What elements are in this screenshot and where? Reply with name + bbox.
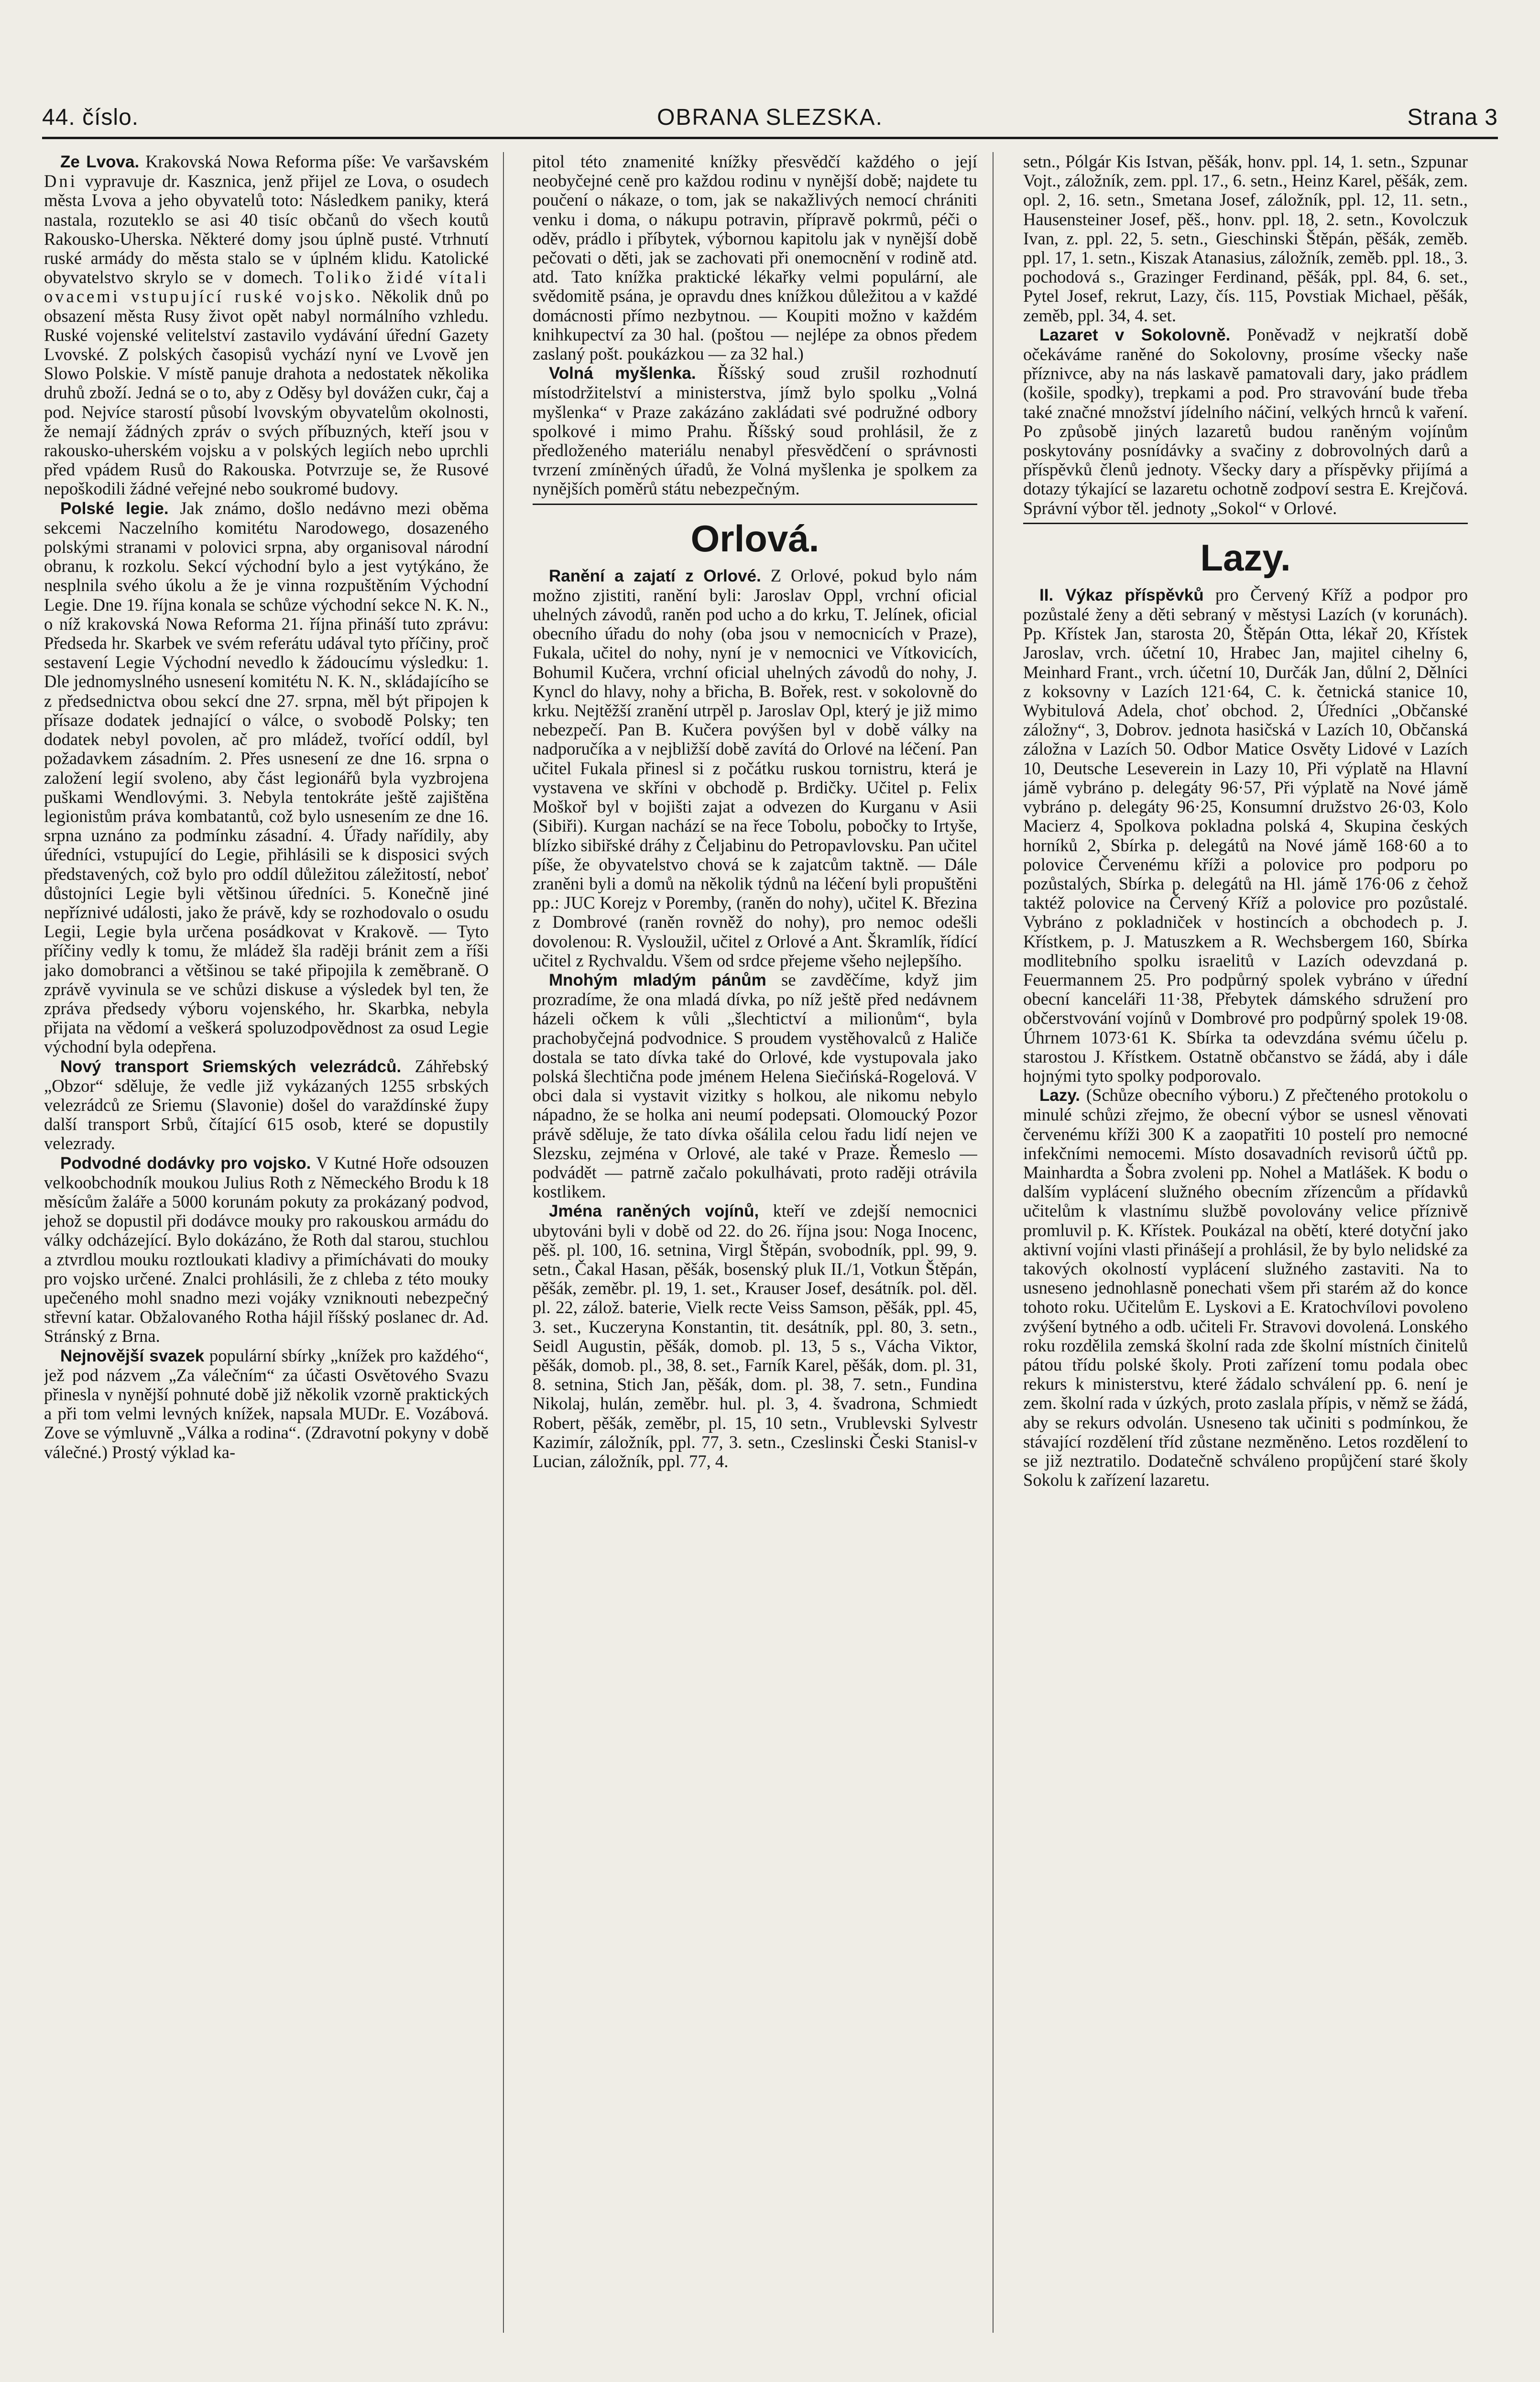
article-text: Záhřebský „Obzor“ sděluje, že vedle již vykázaných 1255 srbských velezrádců ze Sriemu (Slavonie) došel do varaždínské župy další transport Srbů, čítající 615 osob, které se dopustily velezrady. — [44, 1056, 489, 1153]
article-text: (Schůze obecního výboru.) Z přečteného protokolu o minulé schůzi zřejmo, že obecní výbor se usnesl věnovati červenému kříži 300 K a zaopatřiti 10 postelí pro nemocné infekčními nemocemi. Místo dosavadních revisorů účtů pp. Mainhardta a Šobra zvoleni pp. Nohel a Matlášek. K bodu o dalším vyplácení služného obecním zřízencům a přídavků učitelům k vlastnímu službě povolovány velice příznivě promluvil p. K. Křístek. Poukázal na obětí, které dotyční jako aktivní vojíni vlasti přinášejí a prohlásil, že by bylo nelidské za takových okolností vyplácení služného zastaviti. Na to usneseno jednohlasně ponechati všem při starém až do konce tohoto roku. Učitelům E. Lyskovi a E. Kratochvílovi povoleno zvýšení bytného a odb. učiteli Fr. Stravovi dovolená. Lonského roku rozdělila zemská školní rada zde školní místních činitelů pátou třídu polské školy. Proti zařízení tomu podala obec rekurs k ministerstvu, které žádalo schválení pp. 6. není je zem. školní rada v úzkých, proto zaslala přípis, v němž se žádá, aby se rekurs odvolán. Usneseno tak učiniti s podmínkou, že stávající rozdělení tříd zůstane nezměněno. Letos rozdělení to se již neztratilo. Dodatečně schváleno propůjčení staré školy Sokolu k zařízení lazaretu. — [1023, 1085, 1468, 1490]
article-lazaret — [1023, 325, 1468, 518]
article-heading: Lazaret v Sokolovně. — [1039, 325, 1231, 344]
article-contributions — [1023, 585, 1468, 1086]
article-wounded — [533, 566, 977, 970]
issue-number: 44. číslo. — [42, 105, 139, 130]
article-council — [1023, 1086, 1468, 1490]
article-text: V Kutné Hoře odsouzen velkoobchodník moukou Julius Roth z Německého Brodu k 18 měsícům žaláře a 5000 korunám pokuty za prokázaný podvod, jehož se dopustil při dodávce mouky pro rakouskou armádu do války odcházející. Bylo dokázáno, že Roth dal starou, stuchlou a ztvrdlou mouku roztloukati kladivy a přimíchávati do mouky pro vojsko určené. Znalci prohlásili, že z chleba z této mouky upečeného mohl snadno mezi vojáky vzniknouti nebezpečný střevní katar. Obžalovaného Rotha hájil říšský poslanec dr. Ad. Stránský z Brna. — [44, 1153, 489, 1346]
article-text: populární sbírky „knížek pro každého“, jež pod názvem „Za válečním“ za účasti Osvětového Svazu přinesla v nynější pohnuté době již několik vzorně praktických a při tom velmi levných knížek, napsala MUDr. E. Vozábová. Zove se výmluvně „Válka a rodina“. (Zdravotní pokyny v době válečné.) Prostý výklad ka- — [44, 1345, 489, 1462]
page-number: Strana 3 — [1407, 105, 1498, 130]
page-header — [42, 104, 1498, 138]
section-heading-orlova: Orlová. — [690, 517, 819, 560]
article-new-volume — [44, 1346, 489, 1462]
article-text: se zavděčíme, když jim prozradíme, že ona mladá dívka, po níž ještě před nedávnem házeli očkem k vůli „šlechtictví a milionům“, byla prachobyčejná podvodnice. S proudem vystěhovalců z Haliče dostala se tato dívka také do Orlové, kde vystupovala jako polská šlechtična pode jménem Helena Siečińská-Rogelová. V obci dala si vystavit vizitky s holkou, ale nikomu nebylo nápadno, že se holka ani neumí podepsati. Olomoucký Pozor právě sděluje, že tato dívka ošálila celou řadu lidí nejen ve Slezsku, zejména v Orlové, ale také v Praze. Řemeslo — podvádět — patrně začalo pokulhávati, proto raději otrávila kostlikem. — [533, 969, 977, 1202]
article-heading: Jména raněných vojínů, — [549, 1202, 759, 1221]
article-text: pro Červený Kříž a podpor pro pozůstalé ženy a děti sebraný v městysi Lazích (v korunách). Pp. Křístek Jan, starosta 20, Štěpán Otta, lékař 20, Křístek Jaroslav, vrch. účetní 10, Hrabec Jan, majitel cihelny 6, Meinhard Frant., vrch. účetní 10, Durčák Jan, důlní 2, Dělníci z koksovny v Lazích 121·64, C. k. četnická stanice 10, Wybitulová Adela, choť obchod. 2, Úředníci „Občanské záložny“, 3, Dobrov. jednota hasičská v Lazích 10, Občanská záložna v Lazích 50. Odbor Matice Osvěty Lidové v Lazích 10, Deutsche Leseverein in Lazy 10, Při výplatě na Hlavní jámě vybráno p. delegáty 96·57, Při výplatě na Nové jámě vybráno p. delegáty 96·25, Konsumní družstvo 26·03, Kolo Macierz 4, Spolkova pokladna polská 4, Skupina českých horníků 2, Sbírka p. delegátů na Nové jámě 168·60 a to polovice Červenému kříži a polovice pro podporu po pozůstalých, Sbírka p. delegátů na Hl. jámě 176·06 z čehož taktéž polovice na Červený Kříž a polovice pro pozůstalé. Vybráno z pokladniček v hostincích a obchodech p. J. Křístkem, p. J. Matuszkem a R. Wechsbergem 160, Sbírka modlitebního spolku israelitů v Lazích odevzdaná p. Feuermannem 25. Pro podpůrný spolek vybráno v úřední obecní kanceláři 11·38, Přebytek dámského sdružení pro občerstvování vojínů v Dombrové pro podpůrný spolek 19·08. Úhrnem 1073·61 K. Sbírka ta odevzdána svému účelu p. starostou J. Křístkem. Ostatně občanstvo se žádá, aby i dále hojnými tyto spolky podporovalo. — [1023, 584, 1468, 1086]
article-heading: Polské legie. — [60, 499, 169, 518]
column-2 — [533, 152, 977, 2333]
column-divider — [993, 152, 994, 2333]
article-heading: Lazy. — [1039, 1086, 1080, 1105]
article-text: setn., Pólgár Kis Istvan, pěšák, honv. ppl. 14, 1. setn., Szpunar Vojt., záložník, zem. ppl. 17., 6. setn., Heinz Karel, pěšák, zem. opl. 2, 16. setn., Smetana Josef, záložník, ppl. 12, 11. setn., Hausensteiner Josef, pěš., honv. ppl. 18, 2. setn., Kovolczuk Ivan, z. ppl. 22, 5. setn., Gieschinski Štěpán, pěšák, zeměb. ppl. 17, 1. setn., Kiszak Atanasius, záložník, zeměb. ppl. 18., 3. pochodová s., Grazinger Ferdinand, pěšák, ppl. 84, 6. set., Pytel Josef, rekrut, Lazy, čís. 115, Povstiak Michael, pěšák, zeměb, ppl. 34, 4. set. — [1023, 152, 1468, 325]
article-text: kteří ve zdejší nemocnici ubytováni byli v době od 22. do 26. října jsou: Noga Inocenc, pěš. pl. 100, 16. setnina, Virgl Štěpán, svobodník, ppl. 99, 9. setn., Čakal Hasan, pěšák, bosenský pluk II./1, Votkun Štěpán, pěšák, zeměbr. pl. 19, 1. set., Krauser Josef, desátník. pol. děl. pl. 22, zálož. baterie, Vielk recte Veiss Samson, pěšák, ppl. 45, 3. set., Kuczeryna Konstantin, tit. desátník, ppl. 80, 3. setn., Seidl Augustin, pěšák, domob. pl. 13, 5 s., Vácha Viktor, pěšák, domob. pl., 38, 8. set., Farník Karel, pěšák, dom. pl. 31, 8. setnina, Stich Jan, pěšák, dom. pl. 38, 7. setn., Fundina Nikolaj, hulán, zeměbr. hul. pl. 3, 4. švadrona, Schmiedt Robert, pěšák, zeměbr, pl. 15, 10 setn., Vrublevski Sylvestr Kazimír, záložník, ppl. 77, 3. setn., Czeslinski Česki Stanisl-v Lucian, záložník, ppl. 77, 4. — [533, 1201, 977, 1471]
section-heading-lazy: Lazy. — [1200, 536, 1291, 579]
article-heading: II. Výkaz příspěvků — [1039, 585, 1204, 604]
article-text: pitol této znamenité knížky přesvědčí každého o její neobyčejné ceně pro každou rodinu v nynější době; najdete tu poučení o nákaze, o tom, jak se nakažlivých nemocí chrániti venku i doma, o nákupu potravin, přípravě pokrmů, péči o oděv, prádlo i příbytek, výbornou kapitolu jak v nynější době pečovati o děti, jak se zachovati při onemocnění v rodině atd. atd. Tato knížka praktické lékařky velmi populární, ale svědomitě psána, je opravdu dnes knížkou důležitou a v každé domácnosti přímo nezbytnou. — Koupiti možno v každém knihkupectví za 30 hal. (poštou — nejlépe za obnos předem zaslaný pošt. poukázkou — za 32 hal.) — [533, 152, 977, 364]
article-lvov — [44, 152, 489, 499]
article-heading: Podvodné dodávky pro vojsko. — [60, 1153, 311, 1173]
article-text: Jak známo, došlo nedávno mezi oběma sekcemi Naczelního komitétu Narodowego, dosazeného polskými stranami v polovici srpna, aby organisoval národní obranu, k rozkolu. Sekcí východní bylo a jest vytýkáno, že nesplnila svého úkolu a že je vinna rozpuštěním Východní Legie. Dne 19. října konala se schůze východní sekce N. K. N., o níž krakovská Nowa Reforma 21. října přináší tuto zprávu: Předseda hr. Skarbek ve svém referátu udával tyto příčiny, proč sestavení Legie Východní nevedlo k žádoucímu výsledku: 1. Dle jednomyslného usnesení komitétu N. K. N., skládajícího se z předsednictva obou sekcí dne 27. srpna, měl být připojen k přísaze dodatek jednající o válce, o svobodě Polsky; ten dodatek nebyl povolen, ač pro mládež, tvořící oddíl, byl požadavkem zásadním. 2. Přes usnesení ze dne 16. srpna o založení legií svoleno, aby část legionářů byla vyzbrojena puškami Wendlovými. 3. Nebyla tentokráte ještě zajištěna legionistům práva kombatantů, což bylo usnesením ze dne 16. srpna uznáno za podmínku zásadní. 4. Úřady nařídily, aby úředníci, vstupující do Legie, přihlásili se k disposici svých představených, což bylo pro oddíl důležitou záležitostí, neboť důstojníci Legie byli většinou úředníci. 5. Konečně jiné nepříznivé události, jako že právě, kdy se rozhodovalo o osudu Legii, Legie byla určena posádkovat v Krakově. — Tyto příčiny vedly k tomu, že mládež šla raději bránit zem a říši jako domobranci a většinou se také připojila k zeměbraně. O zprávě vyvinula se ve schůzi diskuse a výsledek byl ten, že zpráva předsedy výboru vojenského, hr. Skarbka, nebyla přijata na vědomí a veškerá spoluzodpovědnost za osud Legie východní byla odepřena. — [44, 498, 489, 1057]
header-rule — [42, 137, 1498, 139]
column-3 — [1023, 152, 1468, 2333]
section-rule — [1023, 523, 1468, 524]
article-heading: Nový transport Sriemských velezrádců. — [60, 1057, 402, 1076]
column-1 — [44, 152, 489, 2333]
article-text: Krakovská Nowa Reforma píše: Ve varšavském — [145, 152, 489, 171]
article-free-thought — [533, 363, 977, 498]
article-text: Říšský soud zrušil rozhodnutí místodržitelství a ministerstva, jímž bylo spolku „Volná myšlenka“ v Praze zakázáno zakládati své podružné odbory spolkové i mimo Prahu. Říšský soud prohlásil, že z předloženého materiálu nenabyl přesvědčení o správnosti tvrzení zmíněných úřadů, že Volná myšlenka je spolkem za nynějších poměrů státu nebezpečným. — [533, 363, 977, 499]
column-divider — [503, 152, 504, 2333]
article-polish-legions — [44, 499, 489, 1057]
article-heading: Mnohým mladým pánům — [549, 970, 766, 989]
newspaper-title: OBRANA SLEZSKA. — [657, 105, 883, 130]
article-heading: Volná myšlenka. — [549, 364, 696, 383]
article-heading: Nejnovější svazek — [60, 1346, 205, 1365]
article-heading: Ranění a zajatí z Orlové. — [549, 566, 761, 585]
article-text: Z Orlové, pokud bylo nám možno zjistiti, ranění byli: Jaroslav Oppl, vrchní oficial uhelných závodů, raněn pod ucho a do krku, T. Jelínek, oficial obecního úřadu do nohy (oba jsou v nemocnicích v Praze), Fukala, učitel do nohy, nyní je v nemocnici ve Vítkovicích, Bohumil Kučera, vrchní oficial uhelných závodů do nohy, J. Kyncl do hlavy, nohy a břicha, B. Bořek, rest. v sokolovně do krku. Nejtěžší zranění utrpěl p. Jaroslav Opl, který je již mimo nebezpečí. Pan B. Kučera povýšen byl v době války na nadporučíka a v nejbližší době zavítá do Orlové na léčení. Pan učitel Fukala přinesl si z počátku ruskou tornistru, která je vystavena ve skříni v obchodě p. Brdičky. Učitel p. Felix Moškoř byl v bojišti zajat a odvezen do Kurganu v Asii (Sibiři). Kurgan nachází se na řece Tobolu, pobočky to Irtyše, blízko sibiřské dráhy z Čeljabinu do Petropavlovsku. Pan učitel píše, že obyvatelstvo chová se k zajatcům taktně. — Dále zraněni byli a domů na několik týdnů na léčení byli propuštěni pp.: JUC Korejz v Poremby, (raněn do nohy), učitel K. Březina z Dombrové (raněn rovněž do nohy), pro nemoc odešli dovolenou: R. Vysloužil, učitel z Orlové a Ant. Škramlík, řídící učitel z Rychvaldu. Všem od srdce přejeme všeho nejlepšího. — [533, 565, 977, 970]
article-names-wounded — [533, 1201, 977, 1471]
article-continuation — [1023, 152, 1468, 325]
article-transport — [44, 1057, 489, 1153]
article-text: vypravuje dr. Kasznica, jenž přijel ze Lova, o osudech města Lvova a jeho obyvatelů toto: Následkem paniky, která nastala, rozuteklo se asi 40 tisíc občanů do všech koutů Rakousko-Uherska. Některé domy jsou úplně pusté. Vtrhnutí ruské armády do města stalo se v úplném klidu. Katolické obyvatelstvo skrylo se v domech. — [44, 171, 489, 287]
article-young-men — [533, 970, 977, 1201]
article-text: Několik dnů po obsazení města Rusy život opět nabyl normálního vzhledu. Ruské vojenské velitelství zastavilo vydávání úřední Gazety Lvovské. Z polských časopisů vychází nyní ve Lvově jen Slowo Polskie. V místě panuje drahota a nedostatek několika druhů zboží. Jedná se o to, aby z Oděsy byl dovážen cukr, čaj a pod. Nejvíce starostí působí lvovským obyvatelům okolnosti, že nemají žádných zpráv o svých příbuzných, kteří jsou v rakousko-uherském vojsku a v polských legiích nebo uprchli před vpádem Rusů do Rakouska. Potvrzuje se, že Rusové nepoškodili žádné veřejné nebo soukromé budovy. — [44, 286, 489, 499]
article-text-spaced: Dni — [44, 171, 77, 191]
article-text: Poněvadž v nejkratší době očekáváme raněné do Sokolovny, prosíme všecky naše příznivce, aby na nás laskavě pamatovali dary, jako prádlem (košile, spodky), trepkami a pod. Pro stravování bude třeba také značné množství jídelního náčiní, velkých hrnců k vaření. Po způsobě jiných lazaretů budou raněným vojínům poskytovány posnídávky a svačiny z dobrovolných darů a příspěvků členů jednoty. Všecky dary a příspěvky přijímá a dotazy týkající se lazaretu ochotně zodpoví sestra E. Krejčová. Správní výbor těl. jednoty „Sokol“ v Orlové. — [1023, 324, 1468, 518]
article-heading: Ze Lvova. — [60, 153, 140, 171]
section-rule — [533, 504, 977, 505]
article-continuation — [533, 152, 977, 363]
article-text-spaced: Toliko židé vítali ovacemi vstupující ruské vojsko. — [44, 267, 489, 307]
article-fraud — [44, 1153, 489, 1346]
